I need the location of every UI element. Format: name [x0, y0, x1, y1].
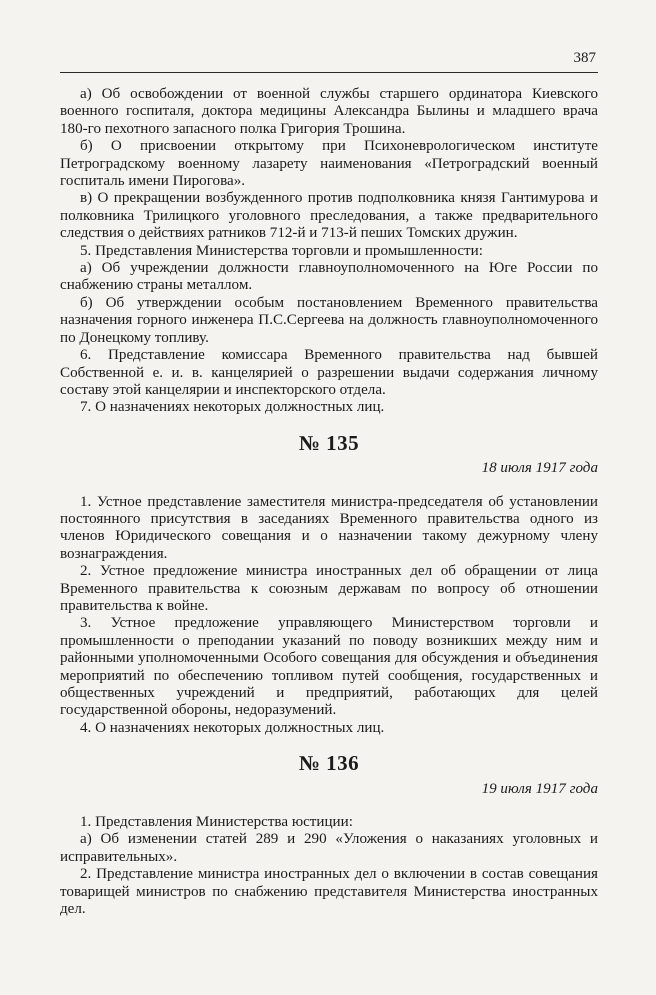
- header-rule: [60, 72, 598, 73]
- paragraph: 2. Устное предложение министра иностранных дел об обращении от лица Временного правительства к союзным державам по вопросу об отношении правительства к войне.: [60, 563, 598, 614]
- section-136: [60, 751, 598, 918]
- paragraph: 5. Представления Министерства торговли и промышленности:: [80, 242, 483, 259]
- section-134-continuation: [60, 86, 598, 417]
- paragraph: 2. Представление министра иностранных дел о включении в состав совещания товарищей министров по снабжению представителя Министерства иностранных дел.: [60, 866, 598, 918]
- document-number: № 136: [298, 751, 360, 776]
- document-date: 18 июля 1917 года: [481, 460, 598, 477]
- document-body: [60, 86, 598, 918]
- paragraph: б) Об утверждении особым постановлением Временного правительства назначения горного инженера П.С.Сергеева на должность главноуполномоченного по Донецкому топливу.: [60, 294, 598, 346]
- paragraph: 1. Устное представление заместителя министра-председателя об установлении постоянного присутствия в заседаниях Временного правительства одного из членов Юридического совещания и о назначении такому дежурному члену вознаграждения.: [60, 493, 598, 562]
- paragraph: 7. О назначениях некоторых должностных лиц.: [80, 399, 385, 416]
- paragraph: 4. О назначениях некоторых должностных лиц.: [80, 719, 385, 736]
- page-number: 387: [573, 50, 596, 66]
- paragraph: а) Об изменении статей 289 и 290 «Уложения о наказаниях уголовных и исправительных».: [60, 831, 598, 865]
- document-number: № 135: [298, 430, 360, 455]
- paragraph: а) Об учреждении должности главноуполномоченного на Юге России по снабжению страны металлом.: [60, 260, 598, 294]
- paragraph: а) Об освобождении от военной службы старшего ординатора Киевского военного госпиталя, доктора медицины Александра Былины и младшего врача 180-го пехотного запасного полка Григория Трошина.: [60, 86, 598, 137]
- paragraph: 3. Устное предложение управляющего Министерством торговли и промышленности о преподании указаний по поводу возникших между ним и районными уполномоченными Особого совещания для обсуждения и объединения мероприятий по обеспечению топливом путей сообщения, государственных и общественных учреждений и предприятий, работающих для целей государственной обороны, недоразумений.: [60, 615, 598, 719]
- paragraph: в) О прекращении возбужденного против подполковника князя Гантимурова и полковника Трилицкого уголовного преследования, а также предварительного следствия о действиях ратников 712-й и 713-й пеших Томских дружин.: [60, 190, 598, 242]
- paragraph: 6. Представление комиссара Временного правительства над бывшей Собственной е. и. в. канцелярией о разрешении выдачи содержания личному составу этой канцелярии и инспекторского отдела.: [60, 347, 598, 398]
- paragraph: б) О присвоении открытому при Психоневрологическом институте Петроградскому военному лазарету наименования «Петроградский военный госпиталь имени Пирогова».: [60, 138, 598, 190]
- paragraph: 1. Представления Министерства юстиции:: [80, 814, 353, 831]
- section-135: [60, 430, 598, 738]
- document-date: 19 июля 1917 года: [481, 780, 598, 797]
